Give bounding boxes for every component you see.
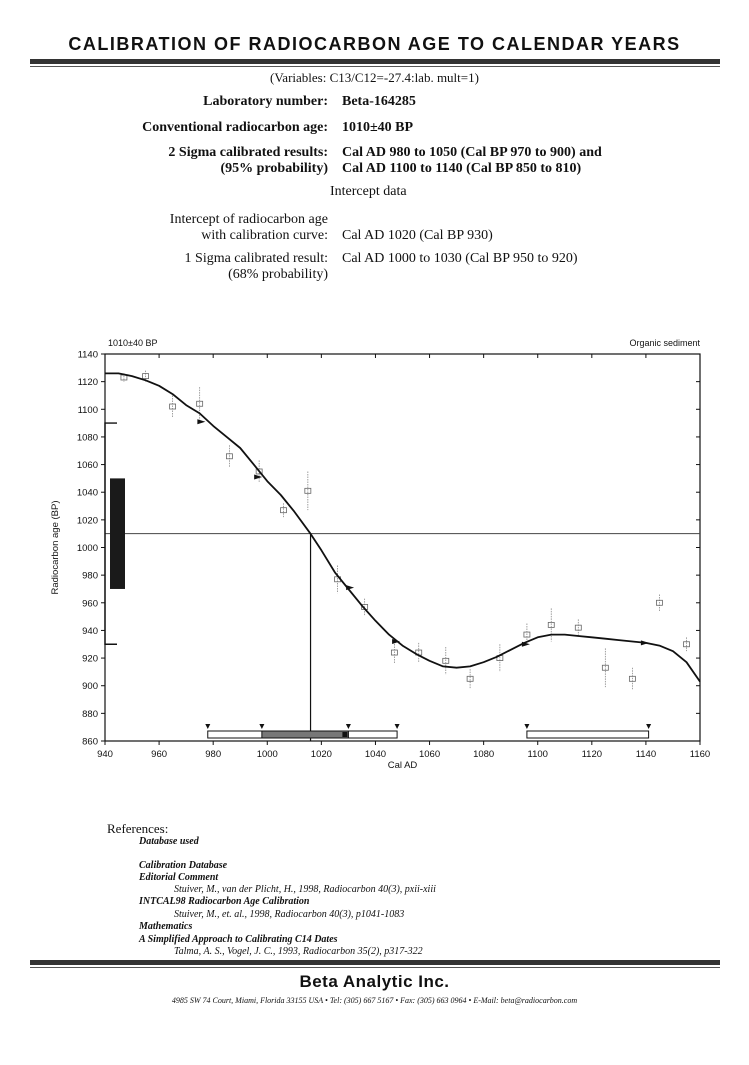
sigma1-age-bar	[110, 478, 125, 589]
range-marker	[524, 724, 529, 729]
y-tick-label: 1080	[76, 432, 98, 444]
y-tick-label: 900	[82, 681, 98, 693]
lab-number-label: Laboratory number:	[203, 94, 328, 109]
reference-line: Stuiver, M., et. al., 1998, Radiocarbon 40(3), p1041-1083	[174, 909, 405, 920]
intercept-heading: Intercept data	[330, 184, 407, 199]
reference-line: Calibration Database	[139, 860, 228, 871]
sigma1-value: Cal AD 1000 to 1030 (Cal BP 950 to 920)	[342, 251, 578, 266]
y-tick-label: 1000	[76, 543, 98, 554]
header-rule	[30, 59, 720, 64]
lab-number-value: Beta-164285	[342, 94, 416, 109]
y-tick-label: 980	[82, 570, 98, 582]
x-tick-label: 1100	[527, 749, 548, 760]
y-axis-label: Radiocarbon age (BP)	[50, 500, 61, 595]
intercept-label-1: Intercept of radiocarbon age	[169, 212, 328, 227]
sigma2-value-1: Cal AD 980 to 1050 (Cal BP 970 to 900) and	[342, 145, 602, 160]
sigma1-label-1: 1 Sigma calibrated result:	[184, 251, 328, 266]
company-name: Beta Analytic Inc.	[299, 972, 450, 991]
y-tick-label: 1040	[76, 487, 98, 499]
range-marker	[259, 724, 264, 729]
x-tick-label: 1000	[256, 749, 278, 760]
reference-line: Database used	[139, 836, 199, 847]
calibration-chart	[0, 330, 749, 790]
x-tick-label: 1020	[310, 749, 332, 760]
reference-line: Stuiver, M., van der Plicht, H., 1998, Radiocarbon 40(3), pxii-xiii	[174, 884, 436, 895]
header-rule-thin	[30, 66, 720, 67]
reference-line: Editorial Comment	[139, 872, 219, 883]
range-marker	[346, 724, 351, 729]
y-tick-label: 1100	[77, 404, 98, 416]
x-tick-label: 1040	[364, 749, 387, 760]
variables-line: (Variables: C13/C12=-27.4:lab. mult=1)	[270, 70, 479, 85]
calibration-curve	[105, 373, 700, 681]
references-heading: References:	[107, 821, 169, 836]
chart-title-left: 1010±40 BP	[108, 338, 158, 348]
sigma2-label-2: (95% probability)	[220, 161, 328, 176]
x-tick-label: 940	[97, 749, 113, 760]
x-tick-label: 1080	[473, 749, 495, 760]
y-tick-label: 1060	[76, 460, 98, 472]
x-tick-label: 960	[151, 749, 168, 760]
footer-rule	[30, 960, 720, 965]
intercept-value: Cal AD 1020 (Cal BP 930)	[342, 228, 493, 243]
y-tick-label: 960	[82, 598, 98, 610]
x-axis-label: Cal AD	[387, 760, 418, 771]
intercept-label-2: with calibration curve:	[201, 228, 328, 243]
range-marker	[205, 724, 210, 729]
conv-age-value: 1010±40 BP	[342, 120, 414, 135]
x-tick-label: 1140	[635, 749, 657, 760]
y-tick-label: 1120	[77, 377, 98, 389]
x-tick-label: 1160	[689, 749, 711, 760]
reference-line: Mathematics	[139, 921, 193, 932]
y-tick-label: 920	[82, 653, 98, 665]
conv-age-label: Conventional radiocarbon age:	[142, 120, 328, 135]
contact-line: 4985 SW 74 Court, Miami, Florida 33155 USA • Tel: (305) 667 5167 • Fax: (305) 663 0964 • E-Mail: beta@radiocarbon.com	[171, 996, 578, 1005]
chart-title-right: Organic sediment	[629, 338, 700, 348]
y-tick-label: 940	[82, 625, 98, 637]
footer-rule-thin	[30, 967, 720, 968]
reference-line: INTCAL98 Radiocarbon Age Calibration	[139, 896, 310, 907]
reference-line: Talma, A. S., Vogel, J. C., 1993, Radiocarbon 35(2), p317-322	[174, 946, 423, 957]
reference-line: A Simplified Approach to Calibrating C14 Dates	[139, 934, 338, 945]
range-marker	[395, 724, 400, 729]
curve-marker	[346, 585, 354, 590]
sigma1-range-end	[342, 732, 347, 737]
sigma2-range-bar	[527, 731, 649, 738]
sigma2-label-1: 2 Sigma calibrated results:	[168, 145, 328, 160]
y-tick-label: 1140	[77, 349, 98, 361]
x-tick-label: 1060	[418, 749, 441, 760]
curve-marker	[197, 419, 205, 424]
x-tick-label: 1120	[581, 749, 603, 760]
sigma1-label-2: (68% probability)	[228, 267, 328, 282]
range-marker	[646, 724, 651, 729]
curve-marker	[254, 475, 262, 480]
plot-frame	[105, 354, 700, 741]
sigma1-range-bar	[262, 731, 349, 738]
y-tick-label: 1020	[76, 515, 98, 527]
y-tick-label: 880	[82, 708, 98, 720]
sigma2-value-2: Cal AD 1100 to 1140 (Cal BP 850 to 810)	[342, 161, 582, 176]
page-title: CALIBRATION OF RADIOCARBON AGE TO CALENDAR YEARS	[68, 34, 681, 54]
curve-marker	[641, 640, 649, 645]
y-tick-label: 860	[82, 736, 98, 748]
x-tick-label: 980	[205, 749, 222, 760]
